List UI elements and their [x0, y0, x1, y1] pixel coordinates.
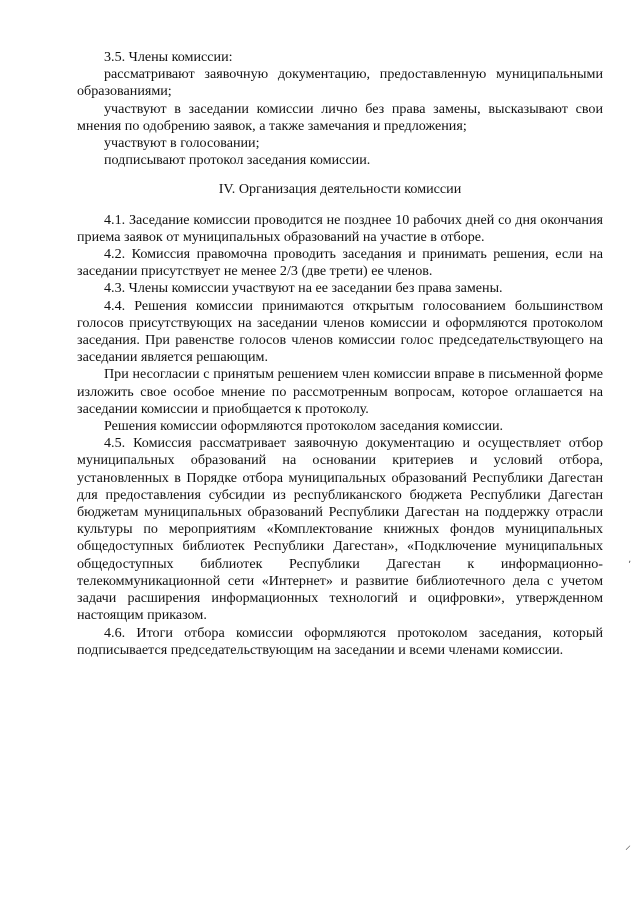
clause-3-5-item-vote: участвуют в голосовании; — [104, 135, 260, 152]
clause-3-5-item-review: рассматривают заявочную документацию, предоставленную муниципальными образованиями; — [77, 66, 603, 100]
clause-3-5-item-participate: участвуют в заседании комиссии лично без права замены, высказывают свои мнения по одобрению заявок, а также замечания и предложения; — [77, 100, 603, 134]
clause-4-3: 4.3. Члены комиссии участвуют на ее заседании без права замены. — [104, 280, 503, 297]
document-body — [77, 49, 603, 659]
section-4-heading: IV. Организация деятельности комиссии — [218, 181, 462, 198]
clause-4-4-protocol: Решения комиссии оформляются протоколом заседания комиссии. — [104, 418, 504, 435]
clause-4-1: 4.1. Заседание комиссии проводится не позднее 10 рабочих дней со дня окончания приема заявок от муниципальных образований на участие в отборе. — [77, 211, 603, 245]
clause-3-5-title: 3.5. Члены комиссии: — [104, 49, 233, 65]
clause-4-6: 4.6. Итоги отбора комиссии оформляются протоколом заседания, который подписывается председательствующим на заседании и всеми членами комиссии. — [77, 624, 603, 658]
scan-speck-mark: ʼ — [628, 560, 632, 571]
clause-4-5: 4.5. Комиссия рассматривает заявочную документацию и осуществляет отбор муниципальных образований на основании критериев и условий отбора, установленных в Порядке отбора муниципальных образований Республики Дагестан для предоставления субсидии из республиканского бюджета Республики Дагестан бюджетам муниципальных образований Республики Дагестан на поддержку отрасли культуры по мероприятиям «Комплектование книжных фондов муниципальных общедоступных библиотек Республики Дагестан», «Подключение муниципальных общедоступных библиотек Республики Дагестан к информационно-телекоммуникационной сети «Интернет» и развитие библиотечного дела с учетом задачи расширения информационных технологий и оцифровки», утвержденном настоящим приказом. — [77, 435, 603, 624]
clause-3-5-item-sign: подписывают протокол заседания комиссии. — [104, 152, 371, 169]
scan-edge-mark: ⸝ — [625, 838, 632, 852]
clause-4-4-dissent: При несогласии с принятым решением член комиссии вправе в письменной форме изложить свое особое мнение по рассмотренным вопросам, которое оглашается на заседании комиссии и приобщается к протоколу. — [77, 366, 603, 417]
clause-4-2: 4.2. Комиссия правомочна проводить заседания и принимать решения, если на заседании присутствует не менее 2/3 (две трети) ее членов. — [77, 246, 603, 280]
clause-4-4: 4.4. Решения комиссии принимаются открытым голосованием большинством голосов присутствующих на заседании членов комиссии и оформляются протоколом заседания. При равенстве голосов членов комиссии голос председательствующего на заседании является решающим. — [77, 297, 603, 366]
